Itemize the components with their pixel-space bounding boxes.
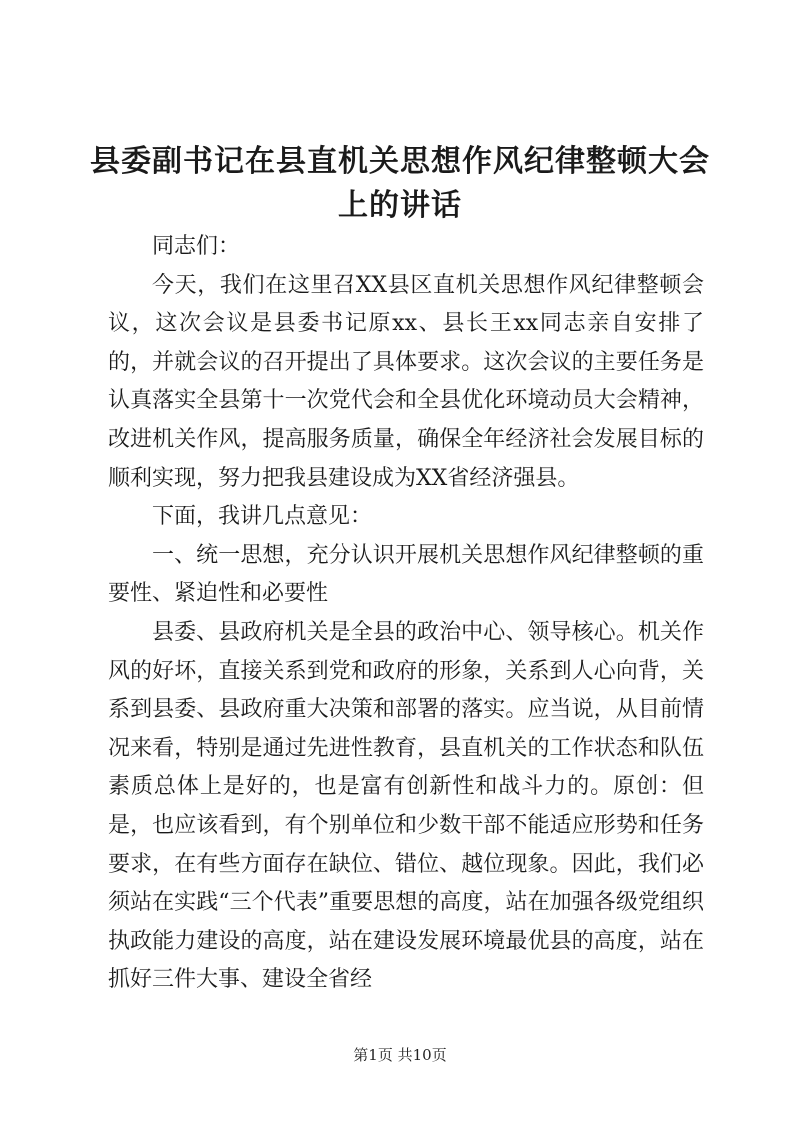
page-number-footer: 第1页 共10页 xyxy=(353,1046,447,1064)
document-title: 县委副书记在县直机关思想作风纪律整顿大会上的讲话 xyxy=(90,144,710,223)
section-heading-1: 一、统一思想，充分认识开展机关思想作风纪律整顿的重要性、紧迫性和必要性 xyxy=(108,542,704,607)
document-body xyxy=(108,228,704,1000)
paragraph-intro: 今天，我们在这里召XX县区直机关思想作风纪律整顿会议，这次会议是县委书记原xx、县长王xx同志亲自安排了的，并就会议的召开提出了具体要求。这次会议的主要任务是认真落实全县第十一次党代会和全县优化环境动员大会精神，改进机关作风，提高服务质量，确保全年经济社会发展目标的顺利实现，努力把我县建设成为XX省经济强县。 xyxy=(108,272,704,491)
paragraph-transition: 下面，我讲几点意见： xyxy=(152,504,373,530)
paragraph-section-1: 县委、县政府机关是全县的政治中心、领导核心。机关作风的好坏，直接关系到党和政府的形象，关系到人心向背，关系到县委、县政府重大决策和部署的落实。应当说，从目前情况来看，特别是通过先进性教育，县直机关的工作状态和队伍素质总体上是好的，也是富有创新性和战斗力的。原创：但是，也应该看到，有个别单位和少数干部不能适应形势和任务要求，在有些方面存在缺位、错位、越位现象。因此，我们必须站在实践“三个代表”重要思想的高度，站在加强各级党组织执政能力建设的高度，站在建设发展环境最优县的高度，站在抓好三件大事、建设全省经 xyxy=(108,619,704,993)
paragraph-salutation: 同志们： xyxy=(152,234,241,259)
